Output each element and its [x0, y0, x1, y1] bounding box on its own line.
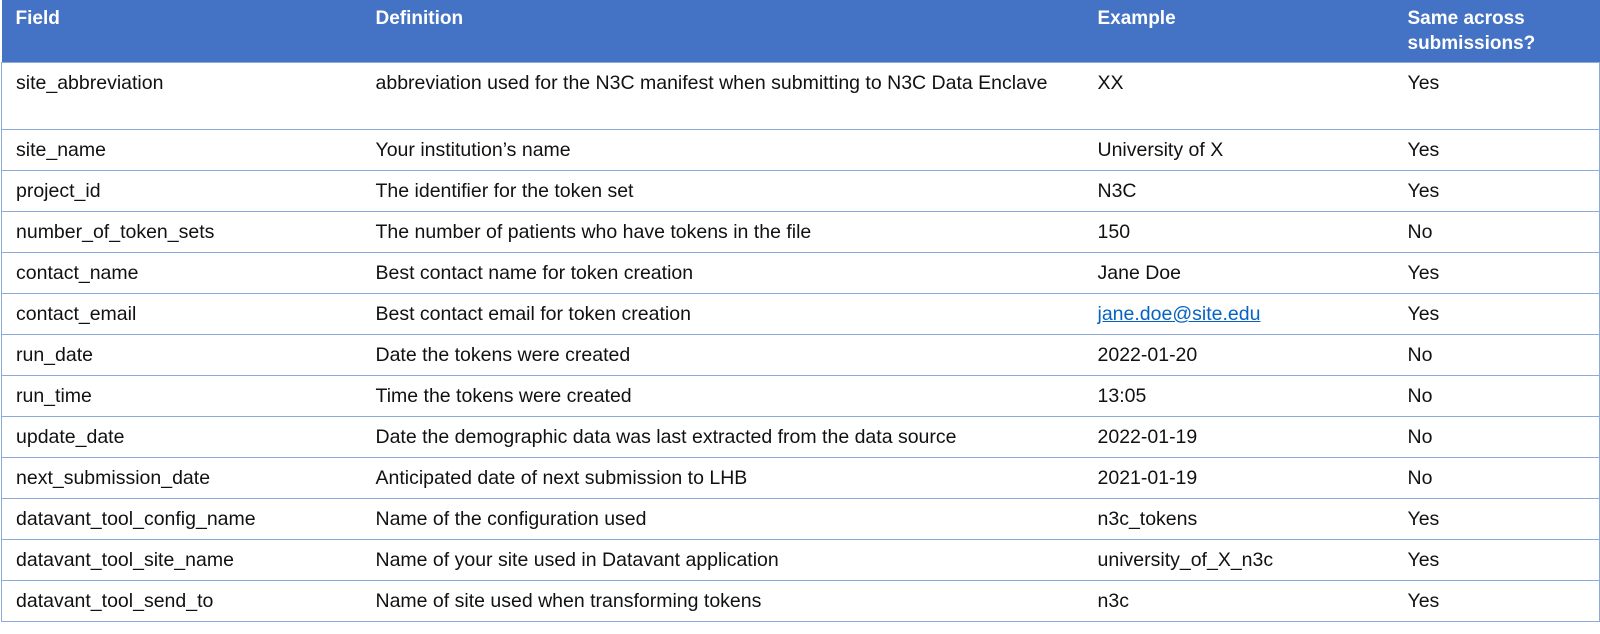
cell-example: University of X: [1084, 130, 1394, 171]
manifest-fields-table: [1, 0, 1600, 622]
cell-definition: The number of patients who have tokens in the file: [362, 212, 1084, 253]
cell-same: Yes: [1394, 63, 1600, 130]
header-example: Example: [1084, 0, 1394, 63]
cell-same: Yes: [1394, 499, 1600, 540]
cell-same: Yes: [1394, 540, 1600, 581]
cell-example: n3c: [1084, 581, 1394, 622]
cell-definition: Best contact email for token creation: [362, 294, 1084, 335]
cell-same: No: [1394, 458, 1600, 499]
cell-field: datavant_tool_config_name: [2, 499, 362, 540]
cell-same: No: [1394, 335, 1600, 376]
cell-field: datavant_tool_site_name: [2, 540, 362, 581]
table-row: [2, 458, 1600, 499]
cell-example: Jane Doe: [1084, 253, 1394, 294]
table-row: [2, 335, 1600, 376]
cell-field: number_of_token_sets: [2, 212, 362, 253]
cell-example: n3c_tokens: [1084, 499, 1394, 540]
cell-example: 13:05: [1084, 376, 1394, 417]
cell-same: No: [1394, 376, 1600, 417]
table-header: [2, 0, 1600, 63]
cell-field: contact_name: [2, 253, 362, 294]
cell-example: N3C: [1084, 171, 1394, 212]
cell-example: 2022-01-19: [1084, 417, 1394, 458]
cell-same: No: [1394, 417, 1600, 458]
cell-definition: Date the tokens were created: [362, 335, 1084, 376]
table-row: [2, 212, 1600, 253]
table-row: [2, 253, 1600, 294]
cell-definition: Time the tokens were created: [362, 376, 1084, 417]
table-row: [2, 171, 1600, 212]
cell-definition: abbreviation used for the N3C manifest when submitting to N3C Data Enclave: [362, 63, 1084, 130]
cell-example: XX: [1084, 63, 1394, 130]
cell-example: 150: [1084, 212, 1394, 253]
cell-field: site_name: [2, 130, 362, 171]
cell-field: run_time: [2, 376, 362, 417]
cell-definition: Date the demographic data was last extracted from the data source: [362, 417, 1084, 458]
header-same-across: Same across submissions?: [1394, 0, 1600, 63]
cell-example: university_of_X_n3c: [1084, 540, 1394, 581]
cell-field: project_id: [2, 171, 362, 212]
table-row: [2, 63, 1600, 130]
cell-field: datavant_tool_send_to: [2, 581, 362, 622]
cell-definition: Name of your site used in Datavant application: [362, 540, 1084, 581]
table-row: [2, 540, 1600, 581]
cell-definition: Your institution’s name: [362, 130, 1084, 171]
cell-definition: Name of site used when transforming tokens: [362, 581, 1084, 622]
cell-field: contact_email: [2, 294, 362, 335]
cell-definition: The identifier for the token set: [362, 171, 1084, 212]
cell-field: site_abbreviation: [2, 63, 362, 130]
header-field: Field: [2, 0, 362, 63]
cell-definition: Name of the configuration used: [362, 499, 1084, 540]
cell-same: Yes: [1394, 581, 1600, 622]
contact-email-link[interactable]: jane.doe@site.edu: [1097, 303, 1261, 325]
table-row: [2, 376, 1600, 417]
cell-field: update_date: [2, 417, 362, 458]
cell-same: No: [1394, 212, 1600, 253]
cell-same: Yes: [1394, 130, 1600, 171]
cell-example: 2022-01-20: [1084, 335, 1394, 376]
cell-same: Yes: [1394, 253, 1600, 294]
cell-same: Yes: [1394, 294, 1600, 335]
cell-field: run_date: [2, 335, 362, 376]
header-row: [2, 0, 1600, 63]
header-definition: Definition: [362, 0, 1084, 63]
cell-example: [1084, 294, 1394, 335]
cell-field: next_submission_date: [2, 458, 362, 499]
cell-definition: Best contact name for token creation: [362, 253, 1084, 294]
cell-example: 2021-01-19: [1084, 458, 1394, 499]
cell-definition: Anticipated date of next submission to LHB: [362, 458, 1084, 499]
table-body: [2, 63, 1600, 622]
table-row: [2, 130, 1600, 171]
cell-same: Yes: [1394, 171, 1600, 212]
table-row: [2, 499, 1600, 540]
table-row: [2, 417, 1600, 458]
table-row: [2, 294, 1600, 335]
table-row: [2, 581, 1600, 622]
